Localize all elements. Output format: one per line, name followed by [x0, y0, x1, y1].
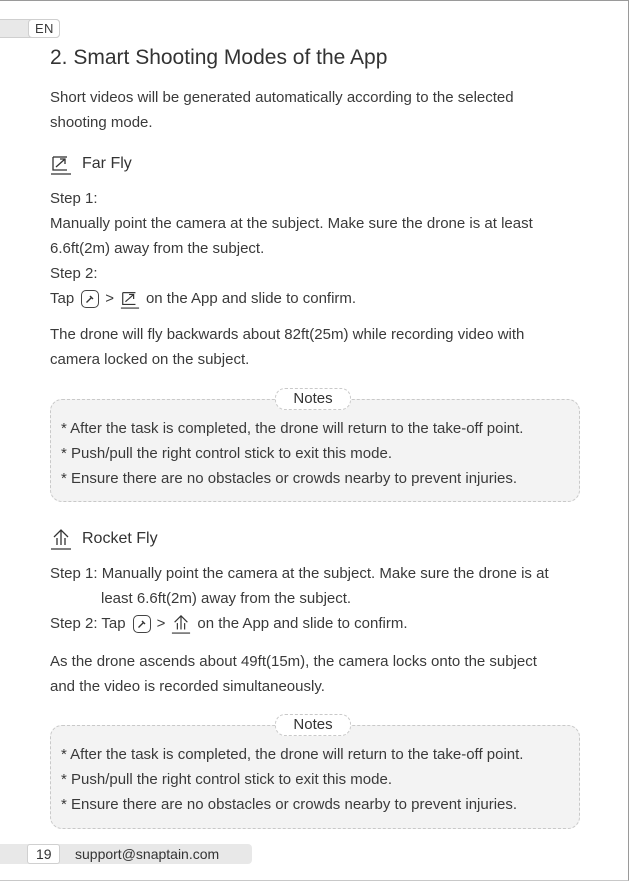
far-fly-heading: [50, 153, 132, 175]
far-fly-step2-tap: Tap: [50, 290, 75, 307]
far-fly-steps: [50, 186, 580, 311]
intro-paragraph: [50, 85, 580, 135]
rocket-fly-title: Rocket Fly: [82, 530, 158, 547]
rocket-fly-steps: [50, 561, 580, 636]
intro-line-2: shooting mode.: [50, 114, 153, 131]
page-title: 2. Smart Shooting Modes of the App: [50, 46, 388, 69]
far-fly-notes-title: Notes: [275, 388, 351, 410]
rocket-fly-step1-line-1: Step 1: Manually point the camera at the subject. Make sure the drone is at: [50, 565, 549, 582]
far-fly-icon: [50, 153, 72, 175]
smart-mode-button-icon: [81, 290, 99, 308]
far-fly-step2-sep: >: [105, 290, 114, 307]
far-fly-note-2: * Push/pull the right control stick to exit this mode.: [61, 445, 392, 462]
rocket-fly-note-2: * Push/pull the right control stick to exit this mode.: [61, 771, 392, 788]
rocket-fly-icon: [50, 528, 72, 550]
intro-line-1: Short videos will be generated automatically according to the selected: [50, 89, 514, 106]
rocket-fly-step2-rest: on the App and slide to confirm.: [197, 615, 408, 632]
far-fly-step1-label: Step 1:: [50, 190, 98, 207]
far-fly-notes-box: [50, 399, 580, 502]
far-fly-step1-line-2: 6.6ft(2m) away from the subject.: [50, 240, 265, 257]
far-fly-desc-line-1: The drone will fly backwards about 82ft(25m) while recording video with: [50, 326, 525, 343]
far-fly-mode-icon: [120, 289, 140, 309]
rocket-fly-note-3: * Ensure there are no obstacles or crowds nearby to prevent injuries.: [61, 796, 518, 813]
far-fly-title: Far Fly: [82, 155, 132, 172]
far-fly-description: [50, 322, 580, 372]
far-fly-note-3: * Ensure there are no obstacles or crowds nearby to prevent injuries.: [61, 470, 518, 487]
rocket-fly-desc-line-2: and the video is recorded simultaneously.: [50, 678, 325, 695]
rocket-fly-mode-icon: [171, 614, 191, 634]
rocket-fly-heading: [50, 528, 158, 550]
rocket-fly-desc-line-1: As the drone ascends about 49ft(15m), the camera locks onto the subject: [50, 653, 537, 670]
far-fly-desc-line-2: camera locked on the subject.: [50, 351, 250, 368]
rocket-fly-notes-title: Notes: [275, 714, 351, 736]
language-label: EN: [35, 21, 54, 36]
rocket-fly-description: [50, 649, 580, 699]
rocket-fly-step2-row: [50, 611, 580, 636]
rocket-fly-step1-line-2: least 6.6ft(2m) away from the subject.: [101, 590, 352, 607]
page-number: 19: [36, 846, 52, 862]
far-fly-note-1: * After the task is completed, the drone will return to the take-off point.: [61, 420, 524, 437]
far-fly-step2-rest: on the App and slide to confirm.: [145, 290, 357, 307]
rocket-fly-note-1: * After the task is completed, the drone will return to the take-off point.: [61, 746, 524, 763]
rocket-fly-notes-box: [50, 725, 580, 829]
smart-mode-button-icon: [133, 615, 151, 633]
far-fly-step1-line-1: Manually point the camera at the subject. Make sure the drone is at least: [50, 215, 533, 232]
rocket-fly-step2-tap: Step 2: Tap: [50, 615, 126, 632]
far-fly-step2-label: Step 2:: [50, 265, 98, 282]
support-email: support@snaptain.com: [75, 846, 220, 862]
rocket-fly-step2-sep: >: [156, 615, 166, 632]
far-fly-step2-row: [50, 286, 580, 311]
